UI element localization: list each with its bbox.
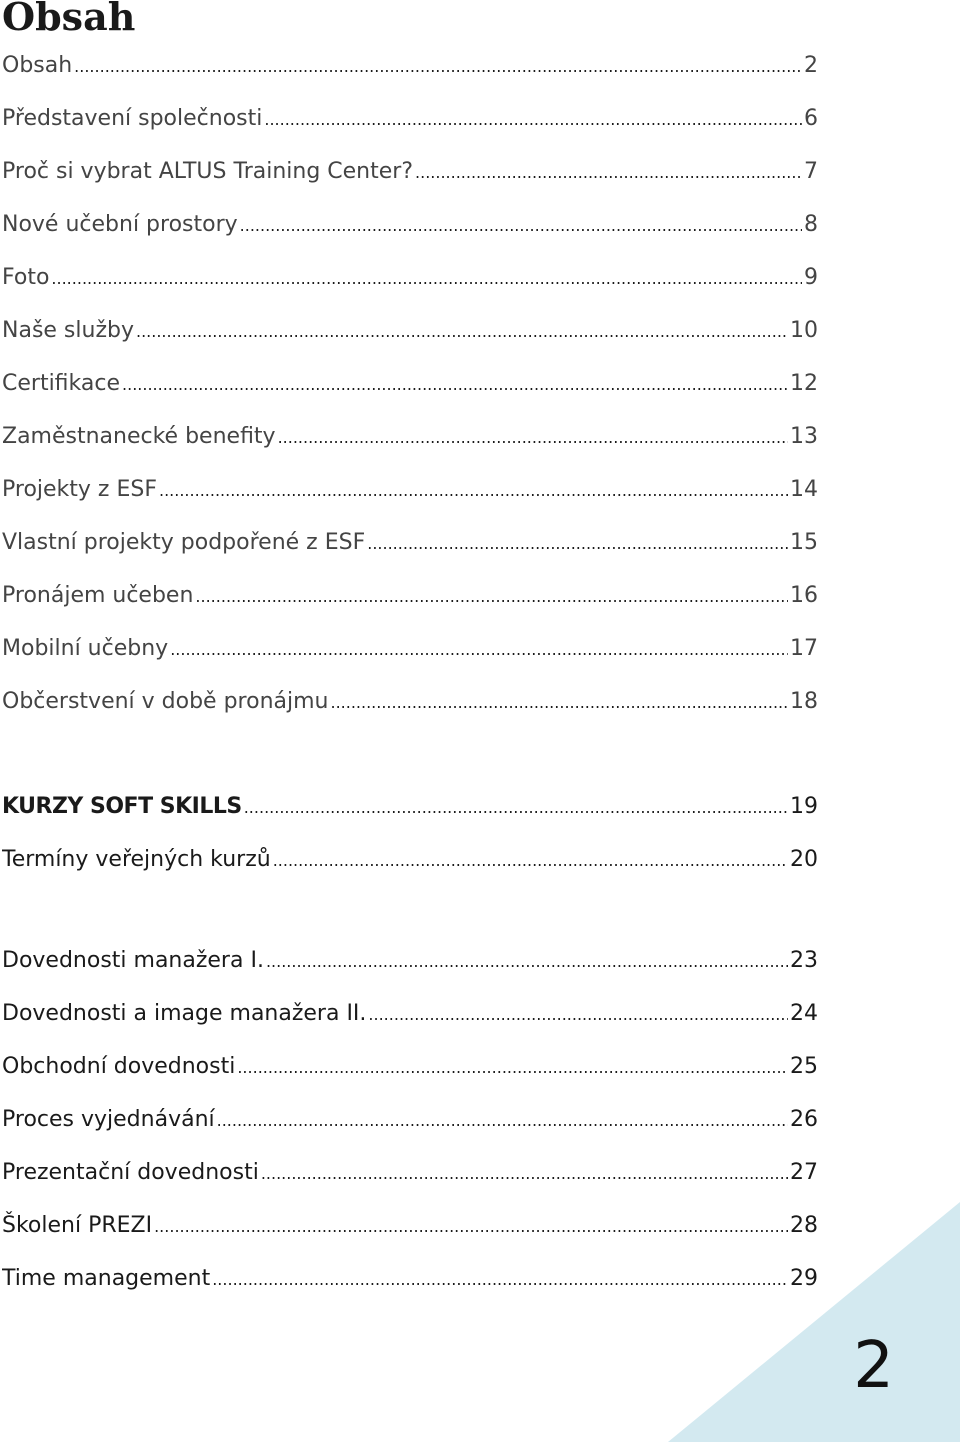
toc-entry-page: 8 xyxy=(804,212,818,237)
toc-dot-leader xyxy=(217,1105,788,1136)
toc-entry[interactable] xyxy=(2,1157,818,1189)
toc-dot-leader xyxy=(244,792,788,823)
toc-entry[interactable] xyxy=(2,103,818,135)
toc-entry-page: 19 xyxy=(790,794,818,819)
toc-dot-leader xyxy=(170,634,788,665)
toc-dot-leader xyxy=(195,581,788,612)
toc-entry[interactable] xyxy=(2,156,818,188)
toc-entry-label: Proces vyjednávání xyxy=(2,1107,215,1132)
toc-entry-label: Foto xyxy=(2,265,50,290)
toc-entry-page: 10 xyxy=(790,318,818,343)
toc-entry[interactable] xyxy=(2,209,818,241)
toc-entry[interactable] xyxy=(2,262,818,294)
toc-entry[interactable] xyxy=(2,633,818,665)
page-title: Obsah xyxy=(2,0,136,39)
toc-entry-label: Pronájem učeben xyxy=(2,583,194,608)
page-number: 2 xyxy=(853,1329,894,1403)
corner-accent-triangle xyxy=(668,1202,960,1442)
toc-entry-label: Prezentační dovednosti xyxy=(2,1160,259,1185)
toc-entry-page: 12 xyxy=(790,371,818,396)
toc-entry-label: Certifikace xyxy=(2,371,121,396)
toc-entry[interactable] xyxy=(2,474,818,506)
toc-entry-page: 26 xyxy=(790,1107,818,1132)
toc-entry-label: Time management xyxy=(2,1266,211,1291)
toc-entry-label: Obsah xyxy=(2,53,73,78)
toc-entry-label: Mobilní učebny xyxy=(2,636,169,661)
toc-entry-label: Představení společnosti xyxy=(2,106,263,131)
toc-entry-page: 7 xyxy=(804,159,818,184)
toc-entry[interactable] xyxy=(2,368,818,400)
toc-entry-label: Dovednosti a image manažera II. xyxy=(2,1001,367,1026)
toc-entry-label: Projekty z ESF xyxy=(2,477,157,502)
toc-entry[interactable] xyxy=(2,844,818,876)
toc-entry[interactable] xyxy=(2,580,818,612)
toc-dot-leader xyxy=(261,1158,788,1189)
toc-entry[interactable] xyxy=(2,1104,818,1136)
toc-entry[interactable] xyxy=(2,527,818,559)
toc-entry[interactable] xyxy=(2,421,818,453)
toc-entry-page: 14 xyxy=(790,477,818,502)
toc-entry[interactable] xyxy=(2,791,818,823)
toc-entry-page: 29 xyxy=(790,1266,818,1291)
toc-dot-leader xyxy=(266,946,788,977)
toc-entry-page: 2 xyxy=(804,53,818,78)
toc-entry-label: Termíny veřejných kurzů xyxy=(2,847,271,872)
toc-entry-label: Proč si vybrat ALTUS Training Center? xyxy=(2,159,414,184)
toc-dot-leader xyxy=(330,687,788,718)
toc-entry-page: 23 xyxy=(790,948,818,973)
toc-entry-label: Vlastní projekty podpořené z ESF xyxy=(2,530,366,555)
toc-entry-page: 16 xyxy=(790,583,818,608)
toc-entry-page: 25 xyxy=(790,1054,818,1079)
toc-dot-leader xyxy=(415,157,802,188)
toc-dot-leader xyxy=(74,51,802,82)
toc-entry-page: 13 xyxy=(790,424,818,449)
toc-dot-leader xyxy=(278,422,788,453)
toc-entry-label: Zaměstnanecké benefity xyxy=(2,424,276,449)
toc-entry-label: Nové učební prostory xyxy=(2,212,238,237)
toc-entry[interactable] xyxy=(2,945,818,977)
toc-entry[interactable] xyxy=(2,315,818,347)
toc-dot-leader xyxy=(159,475,788,506)
toc-dot-leader xyxy=(368,999,788,1030)
toc-dot-leader xyxy=(273,845,788,876)
toc-entry-label: Občerstvení v době pronájmu xyxy=(2,689,329,714)
toc-dot-leader xyxy=(367,528,788,559)
toc-entry-page: 27 xyxy=(790,1160,818,1185)
toc-dot-leader xyxy=(240,210,802,241)
toc-entry-page: 15 xyxy=(790,530,818,555)
toc-entry[interactable] xyxy=(2,1051,818,1083)
toc-entry-page: 17 xyxy=(790,636,818,661)
toc-dot-leader xyxy=(51,263,802,294)
toc-entry[interactable] xyxy=(2,686,818,718)
toc-entry-page: 6 xyxy=(804,106,818,131)
toc-dot-leader xyxy=(237,1052,788,1083)
toc-entry-page: 18 xyxy=(790,689,818,714)
toc-entry-label: Naše služby xyxy=(2,318,134,343)
toc-entry[interactable] xyxy=(2,998,818,1030)
toc-entry-label: Obchodní dovednosti xyxy=(2,1054,236,1079)
toc-entry-label: Dovednosti manažera I. xyxy=(2,948,264,973)
toc-entry-page: 9 xyxy=(804,265,818,290)
toc-entry-label: Školení PREZI xyxy=(2,1213,153,1238)
toc-dot-leader xyxy=(122,369,788,400)
toc-entry-label: KURZY SOFT SKILLS xyxy=(2,794,242,819)
toc-dot-leader xyxy=(136,316,788,347)
toc-entry-page: 24 xyxy=(790,1001,818,1026)
toc-entry-page: 28 xyxy=(790,1213,818,1238)
toc-entry[interactable] xyxy=(2,50,818,82)
toc-entry-page: 20 xyxy=(790,847,818,872)
toc-dot-leader xyxy=(264,104,802,135)
